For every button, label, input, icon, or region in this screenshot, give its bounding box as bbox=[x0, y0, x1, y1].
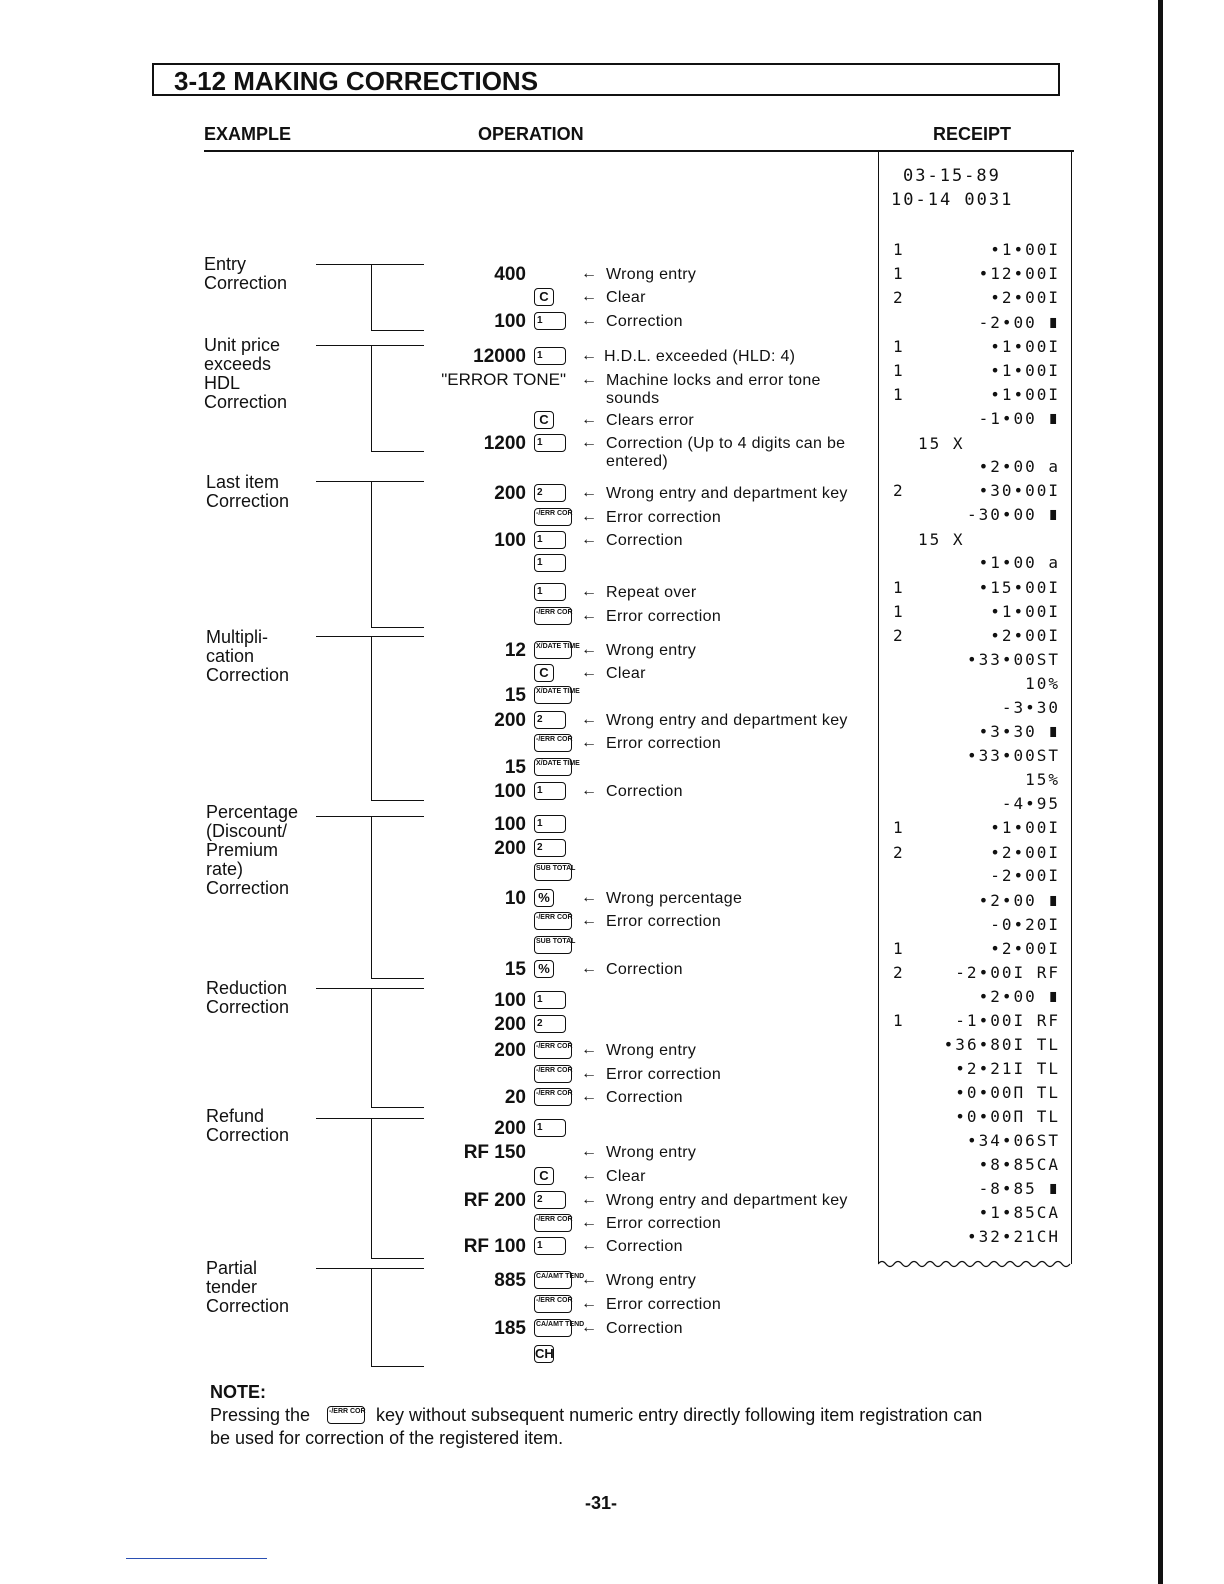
register-key-icon: 2 bbox=[534, 711, 566, 729]
receipt-value: •33•00ST bbox=[966, 746, 1060, 765]
left-arrow-icon: ← bbox=[581, 265, 597, 282]
entry-amount: RF 150 bbox=[463, 1142, 526, 1163]
section-label: Refund Correction bbox=[206, 1106, 290, 1145]
receipt-value: •2•00 ∎ bbox=[978, 891, 1060, 910]
receipt-value: -0•20I bbox=[990, 915, 1060, 934]
operation-note: Wrong entry bbox=[606, 266, 697, 283]
left-arrow-icon: ← bbox=[581, 347, 597, 364]
receipt-value: -2•00I RF bbox=[955, 963, 1060, 982]
bracket-vertical-line bbox=[371, 1268, 372, 1366]
operation-note: Clear bbox=[606, 1168, 646, 1185]
register-key-icon: -/ERR COR bbox=[534, 1214, 572, 1232]
left-arrow-icon: ← bbox=[581, 711, 597, 728]
entry-amount: 100 bbox=[494, 781, 526, 802]
entry-amount: 12 bbox=[504, 640, 526, 661]
column-header-receipt: RECEIPT bbox=[933, 124, 1012, 144]
entry-amount: 15 bbox=[504, 959, 526, 980]
left-arrow-icon: ← bbox=[581, 912, 597, 929]
left-arrow-icon: ← bbox=[581, 641, 597, 658]
receipt-value: •2•00I bbox=[990, 939, 1060, 958]
receipt-value: •1•85CA bbox=[978, 1203, 1060, 1222]
receipt-qty: 1 bbox=[893, 939, 905, 958]
operation-note: Wrong entry and department key bbox=[606, 712, 848, 729]
register-key-icon: 2 bbox=[534, 839, 566, 857]
bottom-rule bbox=[126, 1558, 267, 1559]
register-key-icon: 1 bbox=[534, 312, 566, 330]
entry-amount: RF 200 bbox=[463, 1190, 526, 1211]
left-arrow-icon: ← bbox=[581, 371, 597, 388]
register-key-icon: C bbox=[534, 664, 554, 682]
operation-note: Clear bbox=[606, 289, 646, 306]
receipt-value: •1•00I bbox=[990, 602, 1060, 621]
receipt-value: 10% bbox=[1025, 674, 1060, 693]
left-arrow-icon: ← bbox=[581, 531, 597, 548]
err-cor-key-icon: -/ERR COR bbox=[327, 1406, 365, 1424]
bracket-vertical-line bbox=[371, 264, 372, 330]
register-key-icon: 1 bbox=[534, 554, 566, 572]
note-line-1-start: Pressing the bbox=[210, 1405, 311, 1425]
receipt-value: •2•00I bbox=[990, 626, 1060, 645]
register-key-icon: -/ERR COR bbox=[534, 912, 572, 930]
receipt-qty: 2 bbox=[893, 963, 905, 982]
receipt-value: •3•30 ∎ bbox=[978, 722, 1060, 741]
register-key-icon: % bbox=[534, 889, 554, 907]
left-arrow-icon: ← bbox=[581, 1065, 597, 1082]
receipt-value: -4•95 bbox=[1001, 794, 1060, 813]
entry-amount: 885 bbox=[494, 1270, 526, 1291]
left-arrow-icon: ← bbox=[581, 664, 597, 681]
receipt-qty: 1 bbox=[893, 818, 905, 837]
receipt-qty: 1 bbox=[893, 602, 905, 621]
bracket-bottom-line bbox=[371, 451, 424, 452]
page-number: -31- bbox=[585, 1493, 618, 1513]
receipt-value: •32•21CH bbox=[966, 1227, 1060, 1246]
scan-edge bbox=[1158, 0, 1163, 1584]
left-arrow-icon: ← bbox=[581, 312, 597, 329]
bracket-top-line bbox=[316, 481, 424, 482]
receipt-value: •1•00I bbox=[990, 240, 1060, 259]
left-arrow-icon: ← bbox=[581, 607, 597, 624]
bracket-top-line bbox=[316, 264, 424, 265]
receipt-value: •1•00I bbox=[990, 361, 1060, 380]
section-label: Percentage (Discount/ Premium rate) Correction bbox=[206, 802, 299, 898]
receipt-value: 15 X bbox=[918, 530, 965, 549]
left-arrow-icon: ← bbox=[581, 508, 597, 525]
receipt-qty: 2 bbox=[893, 481, 905, 500]
receipt-qty: 1 bbox=[893, 385, 905, 404]
receipt-qty: 1 bbox=[893, 337, 905, 356]
entry-amount: 100 bbox=[494, 814, 526, 835]
register-key-icon: 1 bbox=[534, 347, 566, 365]
left-arrow-icon: ← bbox=[581, 1191, 597, 1208]
receipt-qty: 1 bbox=[893, 240, 905, 259]
note-line-1-end: key without subsequent numeric entry directly following item registration can bbox=[376, 1405, 983, 1425]
column-header-example: EXAMPLE bbox=[204, 124, 292, 144]
register-key-icon: C bbox=[534, 288, 554, 306]
register-key-icon: 2 bbox=[534, 484, 566, 502]
operation-note: Error correction bbox=[606, 608, 722, 625]
operation-note: Error correction bbox=[606, 1215, 722, 1232]
receipt-value: -30•00 ∎ bbox=[966, 505, 1060, 524]
receipt-value: -8•85 ∎ bbox=[978, 1179, 1060, 1198]
bracket-top-line bbox=[316, 1118, 424, 1119]
operation-note: Correction (Up to 4 digits can be bbox=[606, 435, 846, 452]
bracket-bottom-line bbox=[371, 978, 424, 979]
receipt-value: •2•00I bbox=[990, 288, 1060, 307]
left-arrow-icon: ← bbox=[581, 1041, 597, 1058]
register-key-icon: -/ERR COR bbox=[534, 1041, 572, 1059]
left-arrow-icon: ← bbox=[581, 288, 597, 305]
operation-note: Wrong percentage bbox=[606, 890, 743, 907]
entry-amount: 200 bbox=[494, 483, 526, 504]
receipt-torn-edge bbox=[878, 1258, 1072, 1270]
receipt-value: •1•00I bbox=[990, 337, 1060, 356]
register-key-icon: CA/AMT TEND bbox=[534, 1271, 572, 1289]
receipt-qty: 1 bbox=[893, 578, 905, 597]
entry-amount: 1200 bbox=[483, 433, 526, 454]
bracket-vertical-line bbox=[371, 345, 372, 451]
operation-note: Wrong entry bbox=[606, 1042, 697, 1059]
register-key-icon: C bbox=[534, 411, 554, 429]
left-arrow-icon: ← bbox=[581, 1237, 597, 1254]
operation-note: Correction bbox=[606, 1238, 683, 1255]
operation-note: Error correction bbox=[606, 1066, 722, 1083]
receipt-value: -2•00 ∎ bbox=[978, 313, 1060, 332]
receipt-value: •1•00I bbox=[990, 818, 1060, 837]
entry-amount: "ERROR TONE" bbox=[441, 370, 566, 389]
entry-amount: 200 bbox=[494, 1040, 526, 1061]
receipt-value: •33•00ST bbox=[966, 650, 1060, 669]
operation-note: H.D.L. exceeded (HLD: 4) bbox=[604, 348, 796, 365]
left-arrow-icon: ← bbox=[581, 782, 597, 799]
left-arrow-icon: ← bbox=[581, 1214, 597, 1231]
receipt-value: •1•00 a bbox=[978, 553, 1060, 572]
entry-amount: 400 bbox=[494, 264, 526, 285]
entry-amount: 200 bbox=[494, 1014, 526, 1035]
bracket-bottom-line bbox=[371, 1366, 424, 1367]
receipt-value: -1•00I RF bbox=[955, 1011, 1060, 1030]
receipt-value: -3•30 bbox=[1001, 698, 1060, 717]
receipt-qty: 2 bbox=[893, 626, 905, 645]
register-key-icon: 1 bbox=[534, 434, 566, 452]
left-arrow-icon: ← bbox=[581, 889, 597, 906]
bracket-top-line bbox=[316, 1268, 424, 1269]
entry-amount: 10 bbox=[504, 888, 526, 909]
left-arrow-icon: ← bbox=[581, 583, 597, 600]
entry-amount: 200 bbox=[494, 838, 526, 859]
bracket-vertical-line bbox=[371, 636, 372, 800]
register-key-icon: X/DATE TIME bbox=[534, 686, 572, 704]
entry-amount: 20 bbox=[504, 1087, 526, 1108]
left-arrow-icon: ← bbox=[581, 960, 597, 977]
register-key-icon: X/DATE TIME bbox=[534, 641, 572, 659]
register-key-icon: -/ERR COR bbox=[534, 508, 572, 526]
entry-amount: 15 bbox=[504, 685, 526, 706]
register-key-icon: X/DATE TIME bbox=[534, 758, 572, 776]
operation-note: Correction bbox=[606, 1089, 683, 1106]
section-label: Multipli- cation Correction bbox=[206, 627, 290, 685]
receipt-value: •15•00I bbox=[978, 578, 1060, 597]
receipt-value: 15 X bbox=[918, 434, 965, 453]
receipt-value: •8•85CA bbox=[978, 1155, 1060, 1174]
register-key-icon: SUB TOTAL bbox=[534, 863, 572, 881]
left-arrow-icon: ← bbox=[581, 434, 597, 451]
register-key-icon: -/ERR COR bbox=[534, 607, 572, 625]
operation-note: Error correction bbox=[606, 1296, 722, 1313]
left-arrow-icon: ← bbox=[581, 1167, 597, 1184]
register-key-icon: 1 bbox=[534, 815, 566, 833]
receipt-value: -2•00I bbox=[990, 866, 1060, 885]
note-line-2: be used for correction of the registered item. bbox=[210, 1428, 564, 1448]
bracket-top-line bbox=[316, 345, 424, 346]
register-key-icon: 1 bbox=[534, 782, 566, 800]
entry-amount: 185 bbox=[494, 1318, 526, 1339]
bracket-vertical-line bbox=[371, 1118, 372, 1258]
receipt-value: •12•00I bbox=[978, 264, 1060, 283]
receipt-value: •2•00 a bbox=[978, 457, 1060, 476]
left-arrow-icon: ← bbox=[581, 1295, 597, 1312]
bracket-top-line bbox=[316, 816, 424, 817]
receipt-qty: 1 bbox=[893, 264, 905, 283]
register-key-icon: SUB TOTAL bbox=[534, 936, 572, 954]
bracket-vertical-line bbox=[371, 988, 372, 1107]
bracket-bottom-line bbox=[371, 330, 424, 331]
receipt-value: •1•00I bbox=[990, 385, 1060, 404]
bracket-bottom-line bbox=[371, 800, 424, 801]
receipt-date: 03-15-89 bbox=[903, 166, 1001, 186]
entry-amount: 15 bbox=[504, 757, 526, 778]
operation-note: Correction bbox=[606, 783, 683, 800]
operation-note: Repeat over bbox=[606, 584, 697, 601]
operation-note: Correction bbox=[606, 961, 683, 978]
register-key-icon: -/ERR COR bbox=[534, 1088, 572, 1106]
page-title: 3-12 MAKING CORRECTIONS bbox=[152, 63, 1060, 96]
operation-note: sounds bbox=[606, 390, 660, 407]
operation-note: Wrong entry bbox=[606, 1272, 697, 1289]
receipt-value: •0•00Π TL bbox=[955, 1083, 1060, 1102]
left-arrow-icon: ← bbox=[581, 1143, 597, 1160]
register-key-icon: 1 bbox=[534, 583, 566, 601]
receipt-value: •2•00I bbox=[990, 843, 1060, 862]
bracket-bottom-line bbox=[371, 1107, 424, 1108]
left-arrow-icon: ← bbox=[581, 1088, 597, 1105]
entry-amount: RF 100 bbox=[463, 1236, 526, 1257]
operation-note: Clears error bbox=[606, 412, 695, 429]
register-key-icon: -/ERR COR bbox=[534, 1295, 572, 1313]
operation-note: Machine locks and error tone bbox=[606, 372, 821, 389]
bracket-bottom-line bbox=[371, 1258, 424, 1259]
section-label: Partial tender Correction bbox=[206, 1258, 290, 1316]
left-arrow-icon: ← bbox=[581, 484, 597, 501]
note-heading: NOTE: bbox=[210, 1382, 266, 1402]
register-key-icon: % bbox=[534, 960, 554, 978]
operation-note: Correction bbox=[606, 532, 683, 549]
entry-amount: 200 bbox=[494, 710, 526, 731]
register-key-icon: 1 bbox=[534, 531, 566, 549]
register-key-icon: CA/AMT TEND bbox=[534, 1319, 572, 1337]
register-key-icon: -/ERR COR bbox=[534, 734, 572, 752]
register-key-icon: -/ERR COR bbox=[534, 1065, 572, 1083]
receipt-value: 15% bbox=[1025, 770, 1060, 789]
entry-amount: 100 bbox=[494, 311, 526, 332]
entry-amount: 100 bbox=[494, 530, 526, 551]
register-key-icon: 1 bbox=[534, 1119, 566, 1137]
operation-note: Correction bbox=[606, 1320, 683, 1337]
register-key-icon: CH bbox=[535, 1346, 554, 1361]
column-header-operation: OPERATION bbox=[478, 124, 584, 144]
section-label: Reduction Correction bbox=[206, 978, 290, 1017]
bracket-bottom-line bbox=[371, 627, 424, 628]
receipt-value: •0•00Π TL bbox=[955, 1107, 1060, 1126]
operation-note: Wrong entry bbox=[606, 642, 697, 659]
section-label: Unit price exceeds HDL Correction bbox=[204, 335, 288, 412]
receipt-time-line: 10-14 0031 bbox=[891, 190, 1014, 210]
register-key-icon: 1 bbox=[534, 991, 566, 1009]
operation-note: Wrong entry bbox=[606, 1144, 697, 1161]
bracket-top-line bbox=[316, 988, 424, 989]
bracket-top-line bbox=[316, 636, 424, 637]
bracket-vertical-line bbox=[371, 481, 372, 627]
section-label: Entry Correction bbox=[204, 254, 288, 293]
receipt-qty: 2 bbox=[893, 843, 905, 862]
entry-amount: 100 bbox=[494, 990, 526, 1011]
left-arrow-icon: ← bbox=[581, 1271, 597, 1288]
receipt-qty: 1 bbox=[893, 1011, 905, 1030]
operation-note: Error correction bbox=[606, 913, 722, 930]
receipt-qty: 2 bbox=[893, 288, 905, 307]
bracket-vertical-line bbox=[371, 816, 372, 978]
entry-amount: 200 bbox=[494, 1118, 526, 1139]
register-key-icon: 1 bbox=[534, 1237, 566, 1255]
operation-note: Wrong entry and department key bbox=[606, 485, 848, 502]
operation-note: Wrong entry and department key bbox=[606, 1192, 848, 1209]
operation-note: Correction bbox=[606, 313, 683, 330]
section-label: Last item Correction bbox=[206, 472, 290, 511]
register-key-icon: C bbox=[534, 1167, 554, 1185]
receipt-value: •30•00I bbox=[978, 481, 1060, 500]
entry-amount: 12000 bbox=[473, 346, 526, 367]
operation-note: Clear bbox=[606, 665, 646, 682]
receipt-value: -1•00 ∎ bbox=[978, 409, 1060, 428]
operation-note: Error correction bbox=[606, 509, 722, 526]
receipt-value: •2•21I TL bbox=[955, 1059, 1060, 1078]
receipt-value: •34•06ST bbox=[966, 1131, 1060, 1150]
operation-note: Error correction bbox=[606, 735, 722, 752]
register-key-icon: 2 bbox=[534, 1015, 566, 1033]
left-arrow-icon: ← bbox=[581, 1319, 597, 1336]
left-arrow-icon: ← bbox=[581, 411, 597, 428]
left-arrow-icon: ← bbox=[581, 734, 597, 751]
operation-note: entered) bbox=[606, 453, 668, 470]
receipt-value: •36•80I TL bbox=[943, 1035, 1060, 1054]
receipt-qty: 1 bbox=[893, 361, 905, 380]
register-key-icon: 2 bbox=[534, 1191, 566, 1209]
receipt-value: •2•00 ∎ bbox=[978, 987, 1060, 1006]
